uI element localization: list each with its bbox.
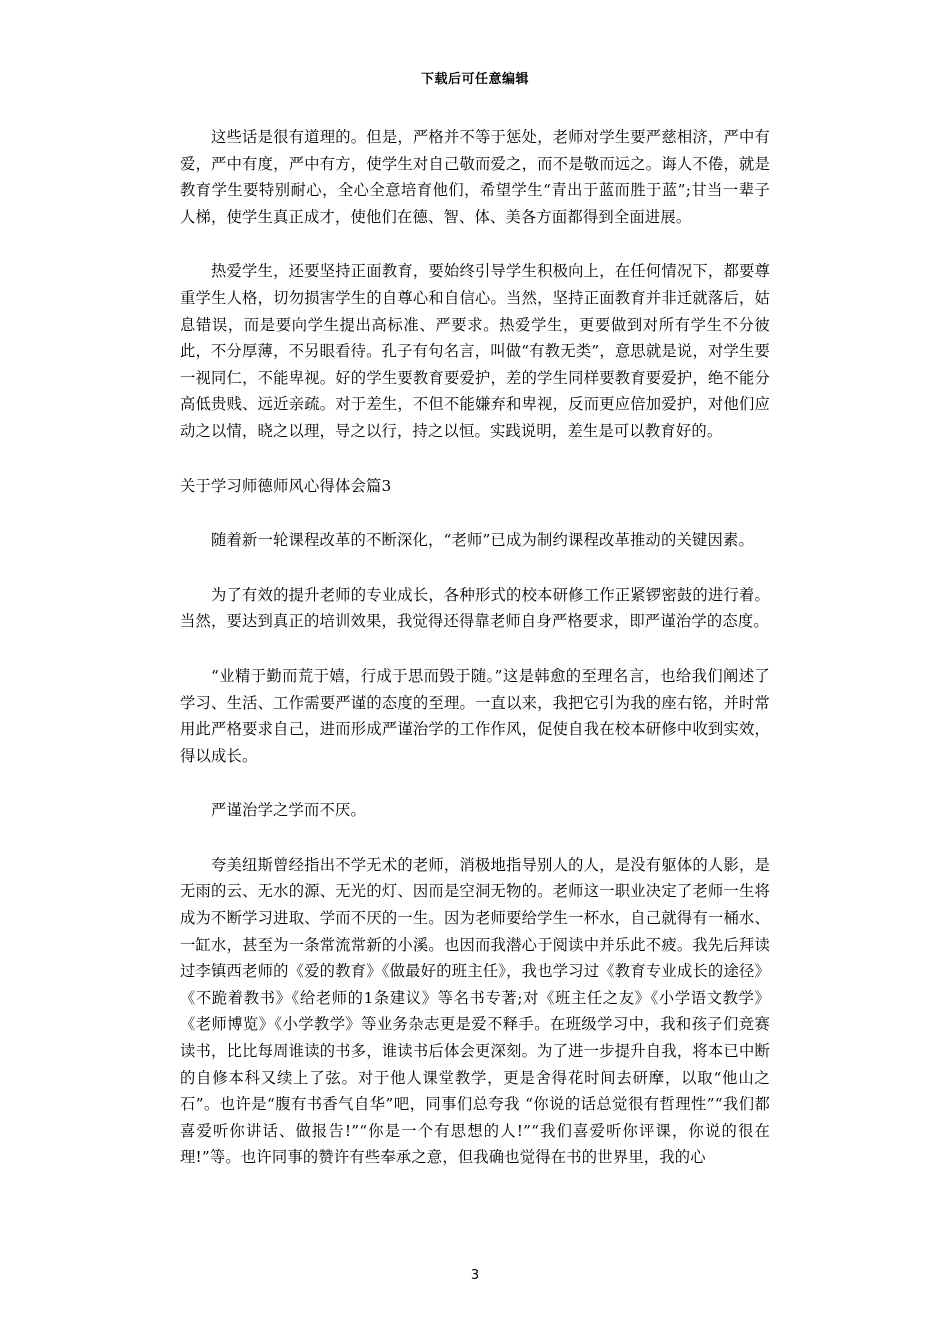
document-body: [180, 124, 770, 1171]
page-number: 3: [470, 1268, 480, 1283]
page-header: 下载后可任意编辑: [420, 72, 529, 87]
paragraph: 为了有效的提升老师的专业成长，各种形式的校本研修工作正紧锣密鼓的进行着。当然，要达到真正的培训效果，我觉得还得靠老师自身严格要求，即严谨治学的态度。: [180, 585, 770, 631]
paragraph: 夸美纽斯曾经指出不学无术的老师，消极地指导别人的人，是没有躯体的人影，是无雨的云、无水的源、无光的灯、因而是空洞无物的。老师这一职业决定了老师一生将成为不断学习进取、学而不厌的一生。因为老师要给学生一杯水，自己就得有一桶水、一缸水，甚至为一条常流常新的小溪。也因而我潜心于阅读中并乐此不疲。我先后拜读过李镇西老师的《爱的教育》《做最好的班主任》，我也学习过《教育专业成长的途径》《不跪着教书》《给老师的1条建议》等名书专著;对《班主任之友》《小学语文教学》《老师博览》《小学教学》等业务杂志更是爱不释手。在班级学习中，我和孩子们竞赛读书，比比每周谁读的书多，谁读书后体会更深刻。为了进一步提升自我，将本已中断的自修本科又续上了弦。对于他人课堂教学，更是舍得花时间去研摩，以取“他山之石”。也许是“腹有书香气自华”吧，同事们总夸我 “你说的话总觉很有哲理性”“我们都喜爱听你讲话、做报告!”“你是一个有思想的人!”“我们喜爱听你评课，你说的很在理!”等。也许同事的赞许有些奉承之意，但我确也觉得在书的世界里，我的心: [180, 855, 770, 1167]
paragraph: 热爱学生，还要坚持正面教育，要始终引导学生积极向上，在任何情况下，都要尊重学生人格，切勿损害学生的自尊心和自信心。当然，坚持正面教育并非迁就落后，姑息错误，而是要向学生提出高标准、严要求。热爱学生，更要做到对所有学生不分彼此，不分厚薄，不另眼看待。孔子有句名言，叫做“有教无类”，意思就是说，对学生要一视同仁，不能卑视。好的学生要教育要爱护，差的学生同样要教育要爱护，绝不能分高低贵贱、远近亲疏。对于差生，不但不能嫌弃和卑视，反而更应倍加爱护，对他们应动之以情，晓之以理，导之以行，持之以恒。实践说明，差生是可以教育好的。: [180, 262, 770, 440]
paragraph: “业精于勤而荒于嬉，行成于思而毁于随。”这是韩愈的至理名言，也给我们阐述了学习、生活、工作需要严谨的态度的至理。一直以来，我把它引为我的座右铭，并时常用此严格要求自己，进而形成严谨治学的工作作风，促使自我在校本研修中收到实效，得以成长。: [180, 666, 770, 765]
section-heading: 关于学习师德师风心得体会篇3: [180, 476, 392, 495]
paragraph: 严谨治学之学而不厌。: [211, 801, 366, 820]
paragraph: 这些话是很有道理的。但是，严格并不等于惩处，老师对学生要严慈相济，严中有爱，严中有度，严中有方，使学生对自己敬而爱之，而不是敬而远之。诲人不倦，就是教育学生要特别耐心，全心全意培育他们，希望学生“青出于蓝而胜于蓝”;甘当一辈子人梯，使学生真正成才，使他们在德、智、体、美各方面都得到全面进展。: [180, 128, 770, 226]
paragraph: 随着新一轮课程改革的不断深化，“老师”已成为制约课程改革推动的关键因素。: [211, 531, 754, 550]
